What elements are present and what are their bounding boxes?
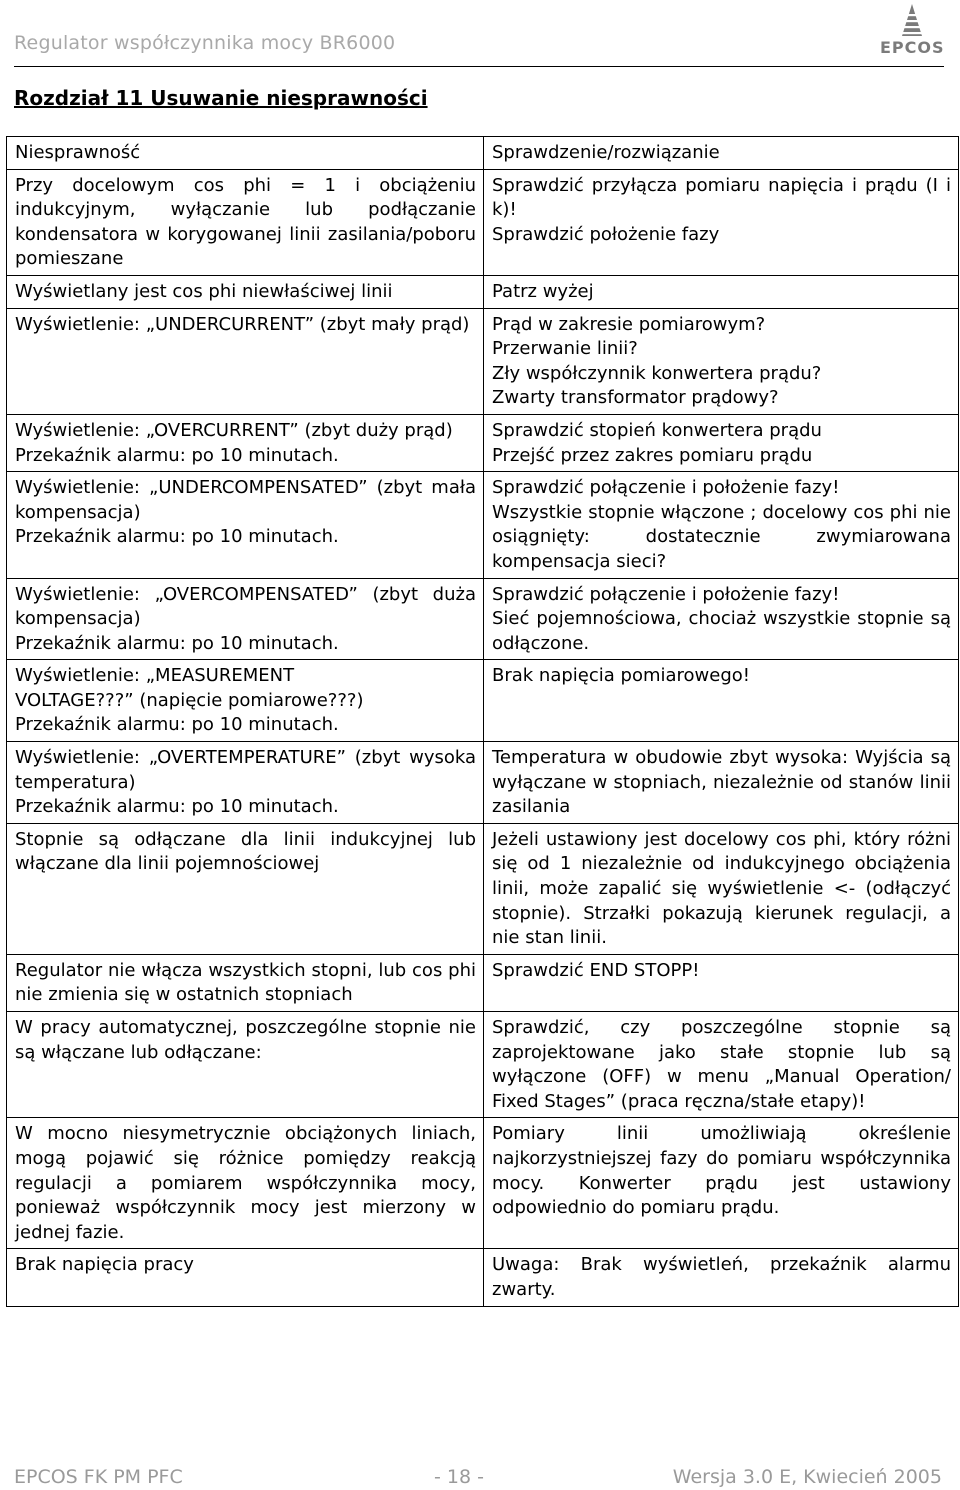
problem-cell	[7, 742, 484, 824]
problem-text: Wyświetlany jest cos phi niewłaściwej linii	[15, 280, 393, 302]
problem-text: Regulator nie włącza wszystkich stopni, lub cos phi nie zmienia się w ostatnich stopniach	[15, 959, 476, 1006]
solution-text: Sprawdzić połączenie i położenie fazy!	[492, 583, 840, 605]
solution-cell	[484, 954, 959, 1011]
solution-text: Sprawdzić END STOPP!	[492, 959, 700, 981]
problem-text: Wyświetlenie: „UNDERCURRENT” (zbyt mały prąd)	[15, 313, 470, 335]
footer-version: Wersja 3.0 E, Kwiecień 2005	[672, 1466, 942, 1488]
solution-text: Przejść przez zakres pomiaru prądu	[492, 444, 813, 466]
problem-cell	[7, 414, 484, 471]
solution-text: Sprawdzić, czy poszczególne stopnie są zaprojektowane jako stałe stopnie lub są wyłączone (OFF) w menu „Manual Operation/ Fixed Stages” (praca ręczna/stałe etapy)!	[492, 1017, 951, 1112]
troubleshooting-table	[6, 136, 959, 1307]
table-row	[7, 472, 959, 578]
table-row	[7, 308, 959, 414]
solution-text: Jeżeli ustawiony jest docelowy cos phi, który różni się od 1 niezależnie od indukcyjnego obciążenia linii, może zapalić się wyświetlenie <- (odłączyć stopnie). Strzałki pokazują kierunek regulacji, a nie stan linii.	[492, 828, 951, 949]
solution-cell	[484, 308, 959, 414]
table-row	[7, 742, 959, 824]
solution-text: Patrz wyżej	[492, 280, 594, 302]
solution-text: Zły współczynnik konwertera prądu?	[492, 362, 822, 384]
problem-cell	[7, 578, 484, 660]
epcos-logo-icon	[880, 2, 944, 38]
column-header-solution: Sprawdzenie/rozwiązanie	[484, 137, 959, 170]
problem-text: Przy docelowym cos phi = 1 i obciążeniu indukcyjnym, wyłączanie lub podłączanie kondensatora w korygowanej linii zasilania/poboru pomieszane	[15, 174, 476, 270]
solution-text: Uwaga: Brak wyświetleń, przekaźnik alarmu zwarty.	[492, 1254, 951, 1300]
problem-cell	[7, 1012, 484, 1118]
table-row	[7, 578, 959, 660]
solution-text: Przerwanie linii?	[492, 338, 638, 360]
solution-cell	[484, 742, 959, 824]
footer-page-number: - 18 -	[434, 1466, 484, 1488]
epcos-logo-text: EPCOS	[880, 38, 945, 57]
problem-cell	[7, 660, 484, 742]
problem-cell	[7, 308, 484, 414]
solution-cell	[484, 823, 959, 954]
problem-cell	[7, 954, 484, 1011]
solution-text: Sprawdzić położenie fazy	[492, 223, 720, 245]
table-row	[7, 1012, 959, 1118]
footer-company: EPCOS FK PM PFC	[14, 1466, 183, 1488]
problem-text: Stopnie są odłączane dla linii indukcyjnej lub włączane dla linii pojemnościowej	[15, 828, 476, 875]
problem-text: Przekaźnik alarmu: po 10 minutach.	[15, 444, 339, 466]
solution-cell	[484, 1012, 959, 1118]
solution-text: Sprawdzić połączenie i położenie fazy!	[492, 477, 840, 499]
table-row	[7, 660, 959, 742]
solution-text: Zwarty transformator prądowy?	[492, 387, 779, 409]
solution-text: Brak napięcia pomiarowego!	[492, 665, 750, 687]
epcos-logo	[880, 2, 944, 58]
problem-text: Przekaźnik alarmu: po 10 minutach.	[15, 714, 339, 736]
solution-text: Temperatura w obudowie zbyt wysoka: Wyjścia są wyłączane w stopniach, niezależnie od stanów linii zasilania	[492, 747, 951, 818]
problem-cell	[7, 169, 484, 275]
table-row	[7, 1118, 959, 1249]
problem-text: W pracy automatycznej, poszczególne stopnie nie są włączane lub odłączane:	[15, 1017, 476, 1063]
table-row	[7, 275, 959, 308]
problem-cell	[7, 472, 484, 578]
problem-cell	[7, 1249, 484, 1306]
solution-text: Wszystkie stopnie włączone ; docelowy cos phi nie osiągnięty: dostatecznie zwymiarowana kompensacja sieci?	[492, 501, 951, 572]
solution-cell	[484, 275, 959, 308]
problem-cell	[7, 275, 484, 308]
problem-cell	[7, 823, 484, 954]
header-divider	[14, 66, 944, 67]
problem-text: Wyświetlenie: „OVERTEMPERATURE” (zbyt wysoka temperatura)	[15, 747, 476, 793]
table-row	[7, 1249, 959, 1306]
problem-text: Wyświetlenie: „OVERCURRENT” (zbyt duży prąd)	[15, 419, 453, 441]
problem-text: Przekaźnik alarmu: po 10 minutach.	[15, 796, 339, 818]
chapter-title: Rozdział 11 Usuwanie niesprawności	[14, 86, 428, 110]
problem-text: Brak napięcia pracy	[15, 1254, 194, 1276]
problem-text: Wyświetlenie: „MEASUREMENT	[15, 665, 295, 687]
solution-cell	[484, 169, 959, 275]
table-row	[7, 954, 959, 1011]
table-header-row	[7, 137, 959, 170]
problem-text: Przekaźnik alarmu: po 10 minutach.	[15, 632, 339, 654]
problem-text: W mocno niesymetrycznie obciążonych liniach, mogą pojawić się różnice pomiędzy reakcją regulacji a pomiarem współczynnika mocy, ponieważ współczynnik mocy jest mierzony w jednej fazie.	[15, 1123, 476, 1243]
solution-cell	[484, 1249, 959, 1306]
solution-text: Sprawdzić przyłącza pomiaru napięcia i prądu (I i k)!	[492, 174, 951, 221]
solution-text: Prąd w zakresie pomiarowym?	[492, 313, 766, 335]
solution-text: Sprawdzić stopień konwertera prądu	[492, 419, 822, 441]
solution-text: Pomiary linii umożliwiają określenie najkorzystniejszej fazy do pomiaru współczynnika mocy. Konwerter prądu jest ustawiony odpowiednio do pomiaru prądu.	[492, 1123, 951, 1219]
solution-cell	[484, 414, 959, 471]
solution-cell	[484, 472, 959, 578]
problem-cell	[7, 1118, 484, 1249]
problem-text: Wyświetlenie: „UNDERCOMPENSATED” (zbyt mała kompensacja)	[15, 477, 476, 523]
column-header-problem: Niesprawność	[7, 137, 484, 170]
solution-text: Sieć pojemnościowa, chociaż wszystkie stopnie są odłączone.	[492, 608, 951, 654]
solution-cell	[484, 1118, 959, 1249]
problem-text: Przekaźnik alarmu: po 10 minutach.	[15, 526, 339, 548]
problem-text: VOLTAGE???” (napięcie pomiarowe???)	[15, 689, 364, 711]
table-row	[7, 169, 959, 275]
table-row	[7, 823, 959, 954]
table-row	[7, 414, 959, 471]
document-header-title: Regulator współczynnika mocy BR6000	[14, 32, 396, 54]
problem-text: Wyświetlenie: „OVERCOMPENSATED” (zbyt duża kompensacja)	[15, 583, 476, 630]
solution-cell	[484, 578, 959, 660]
solution-cell	[484, 660, 959, 742]
